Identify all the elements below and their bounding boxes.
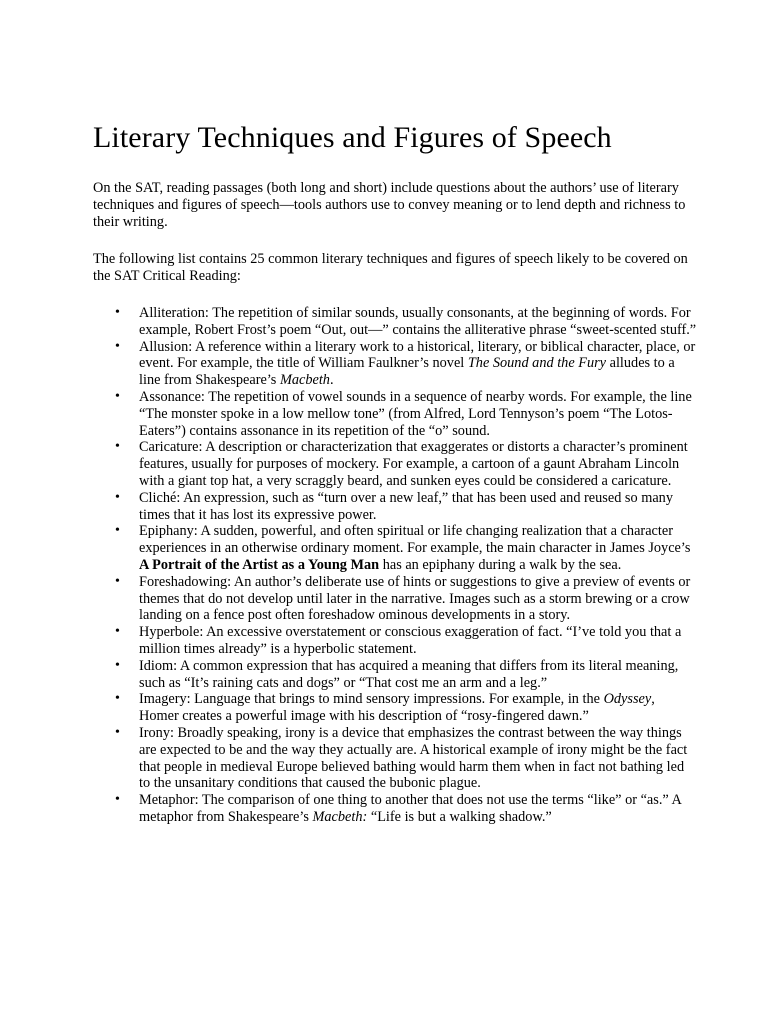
item-emphasis: Macbeth: (312, 808, 368, 825)
item-text: Cliché: An expression, such as “turn over a new leaf,” that has been used and reused so many times that it has lost its expressive power. (139, 489, 673, 523)
item-text: . (329, 372, 334, 389)
bullet-icon: • (115, 691, 120, 707)
list-item (93, 792, 698, 826)
list-intro-paragraph: The following list contains 25 common literary techniques and figures of speech likely to be covered on the SAT Critical Reading: (93, 251, 688, 284)
intro-paragraph: On the SAT, reading passages (both long and short) include questions about the authors’ use of literary techniques and figures of speech—tools authors use to convey meaning or to lend depth and richness to their writing. (93, 180, 686, 230)
item-text: has an epiphany during a walk by the sea. (379, 556, 622, 573)
bullet-icon: • (115, 489, 120, 505)
list-item (93, 658, 698, 692)
item-text: “Life is but a walking shadow.” (367, 808, 552, 825)
item-text: Allusion: A reference within a literary work to a historical, literary, or biblical character, place, or event. For example, the title of William Faulkner’s novel (139, 338, 696, 372)
list-item (93, 339, 698, 389)
item-emphasis: The Sound and the Fury (467, 355, 607, 372)
item-text: Foreshadowing: An author’s deliberate use of hints or suggestions to give a preview of events or themes that do not develop until later in the narrative. Images such as a storm brewing or a crow landing on a fence post often foreshadow ominous developments in a story. (139, 573, 691, 624)
item-text: Metaphor: The comparison of one thing to another that does not use the terms “like” or “as.” A metaphor from Shakespeare’s (139, 792, 682, 825)
item-emphasis: Odyssey (603, 691, 652, 708)
list-item (93, 490, 698, 524)
bullet-icon: • (115, 388, 120, 404)
list-item (93, 574, 698, 624)
page-title: Literary Techniques and Figures of Speech (93, 121, 612, 154)
bullet-icon: • (115, 439, 120, 455)
terms-list (93, 305, 698, 826)
list-item (93, 523, 698, 573)
list-item (93, 624, 698, 658)
item-text: Idiom: A common expression that has acquired a meaning that differs from its literal meaning, such as “It’s raining cats and dogs” or “That cost me an arm and a leg.” (139, 657, 679, 691)
bullet-icon: • (115, 657, 120, 673)
bullet-icon: • (115, 792, 120, 808)
item-bold-title: A Portrait of the Artist as a Young Man (139, 556, 380, 573)
bullet-icon: • (115, 724, 120, 740)
item-text: Assonance: The repetition of vowel sounds in a sequence of nearby words. For example, the line “The monster spoke in a low mellow tone” (from Alfred, Lord Tennyson’s poem “The Lotos-Eaters”) contains assonance in its repetition of the “o” sound. (139, 388, 692, 439)
list-item (93, 305, 698, 339)
bullet-icon: • (115, 305, 120, 320)
item-text: Epiphany: A sudden, powerful, and often spiritual or life changing realization that a character experiences in an otherwise ordinary moment. For example, the main character in James Joyce’s (139, 523, 691, 557)
bullet-icon: • (115, 624, 120, 640)
item-text: , Homer creates a powerful image with his description of “rosy-fingered dawn.” (139, 691, 655, 725)
bullet-icon: • (115, 523, 120, 539)
list-item (93, 725, 698, 792)
bullet-icon: • (115, 573, 120, 589)
item-text: Imagery: Language that brings to mind sensory impressions. For example, in the (139, 691, 604, 708)
bullet-icon: • (115, 338, 120, 354)
list-item (93, 691, 698, 725)
item-text: Hyperbole: An excessive overstatement or conscious exaggeration of fact. “I’ve told you that a million times already” is a hyperbolic statement. (139, 624, 682, 657)
item-emphasis: Macbeth (279, 372, 330, 389)
list-item (93, 389, 698, 439)
list-item (93, 439, 698, 489)
item-text: Alliteration: The repetition of similar sounds, usually consonants, at the beginning of words. For example, Robert Frost’s poem “Out, out—” contains the alliterative phrase “sweet-scented stuff.” (139, 305, 697, 338)
item-text: Irony: Broadly speaking, irony is a device that emphasizes the contrast between the way things are expected to be and the way they actually are. A historical example of irony might be the fact that people in medieval Europe believed bathing would harm them when in fact not bathing led to the unsanitary conditions that caused the bubonic plague. (139, 724, 688, 792)
item-text: alludes to a line from Shakespeare’s (139, 355, 675, 389)
item-text: Caricature: A description or characterization that exaggerates or distorts a character’s prominent features, usually for purposes of mockery. For example, a cartoon of a gaunt Abraham Lincoln with a giant top hat, a very scraggly beard, and sunken eyes could be considered a caricature. (139, 439, 688, 489)
